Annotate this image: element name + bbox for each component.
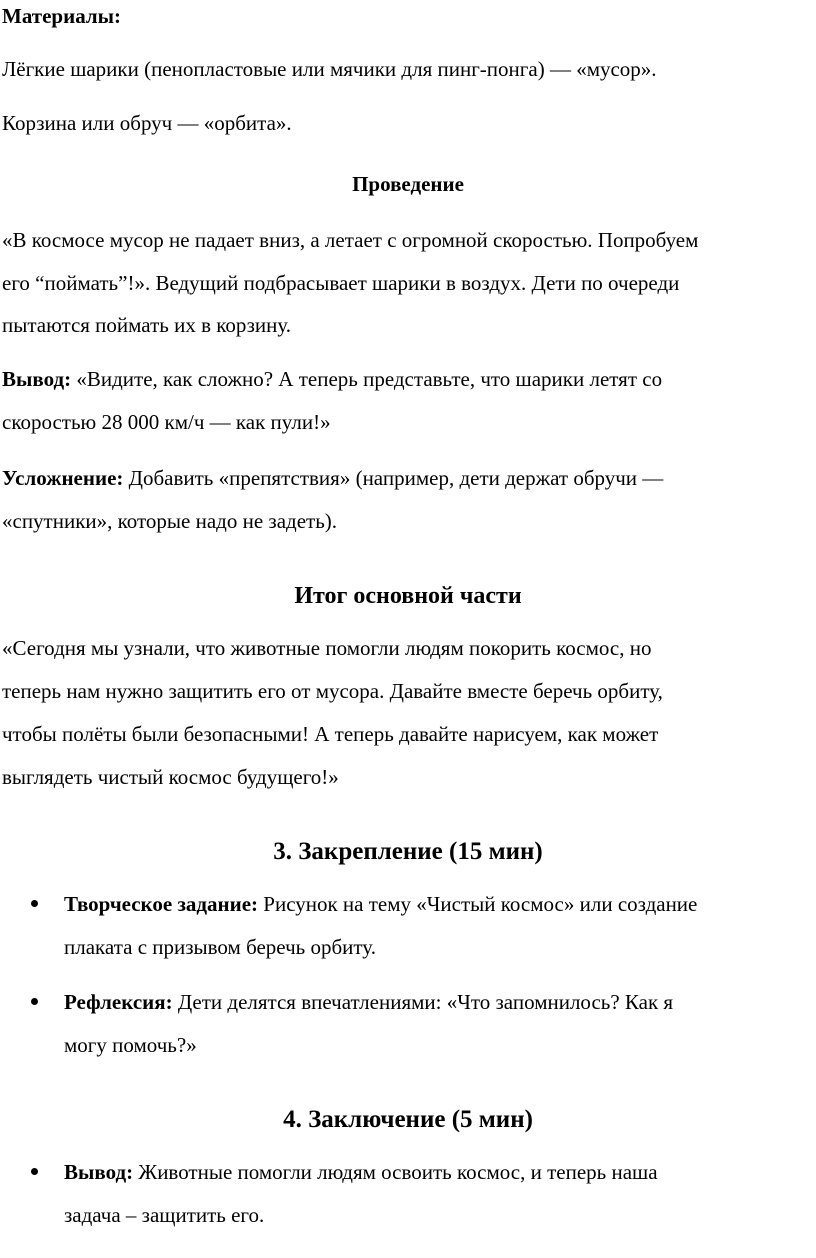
creative-task-text-1: Рисунок на тему «Чистый космос» или создание [258, 892, 698, 916]
reflection-text-1: Дети делятся впечатлениями: «Что запомнилось? Как я [172, 990, 674, 1014]
conclusion-note-line-1 [2, 357, 814, 401]
materials-item-balls: Лёгкие шарики (пенопластовые или мячики для пинг-понга) — «мусор». [2, 57, 657, 81]
main-summary-line-3: чтобы полёты были безопасными! А теперь давайте нарисуем, как может [2, 722, 659, 746]
bullet-icon [31, 998, 38, 1005]
complication-line-2: «спутники», которые надо не задеть). [2, 509, 338, 533]
reflection-line-2: могу помочь?» [64, 1033, 197, 1057]
conclusion-note-line-2: скоростью 28 000 км/ч — как пули!» [2, 410, 331, 434]
reflection-label: Рефлексия: [64, 990, 173, 1014]
conclusion-label: Вывод: [64, 1160, 134, 1184]
main-summary-line-2: теперь нам нужно защитить его от мусора. Давайте вместе беречь орбиту, [2, 679, 663, 703]
procedure-line-3: пытаются поймать их в корзину. [2, 313, 292, 337]
materials-item-basket: Корзина или обруч — «орбита». [2, 111, 292, 135]
procedure-line-1: «В космосе мусор не падает вниз, а летает с огромной скоростью. Попробуем [2, 228, 699, 252]
section-4-heading: 4. Заключение (5 мин) [283, 1106, 533, 1133]
conclusion-line-2: задача – защитить его. [64, 1203, 265, 1227]
section-3-heading: 3. Закрепление (15 мин) [273, 838, 543, 865]
creative-task-line-1 [64, 882, 814, 926]
materials-heading: Материалы: [2, 4, 122, 28]
complication-label: Усложнение: [2, 466, 124, 490]
complication-line-1 [2, 456, 814, 500]
complication-text-1: Добавить «препятствия» (например, дети держат обручи — [123, 466, 664, 490]
conclusion-text-1: Животные помогли людям освоить космос, и теперь наша [133, 1160, 658, 1184]
conclusion-note-label: Вывод: [2, 367, 72, 391]
creative-task-label: Творческое задание: [64, 892, 259, 916]
procedure-heading: Проведение [352, 172, 464, 196]
procedure-line-2: его “поймать”!». Ведущий подбрасывает шарики в воздух. Дети по очереди [2, 271, 680, 295]
reflection-line-1 [64, 980, 814, 1024]
conclusion-note-text-1: «Видите, как сложно? А теперь представьте, что шарики летят со [71, 367, 663, 391]
conclusion-line-1 [64, 1150, 814, 1194]
bullet-icon [31, 1168, 38, 1175]
main-summary-line-1: «Сегодня мы узнали, что животные помогли людям покорить космос, но [2, 636, 652, 660]
creative-task-line-2: плаката с призывом беречь орбиту. [64, 935, 376, 959]
bullet-icon [31, 900, 38, 907]
main-summary-line-4: выглядеть чистый космос будущего!» [2, 765, 339, 789]
main-summary-heading: Итог основной части [294, 583, 522, 609]
